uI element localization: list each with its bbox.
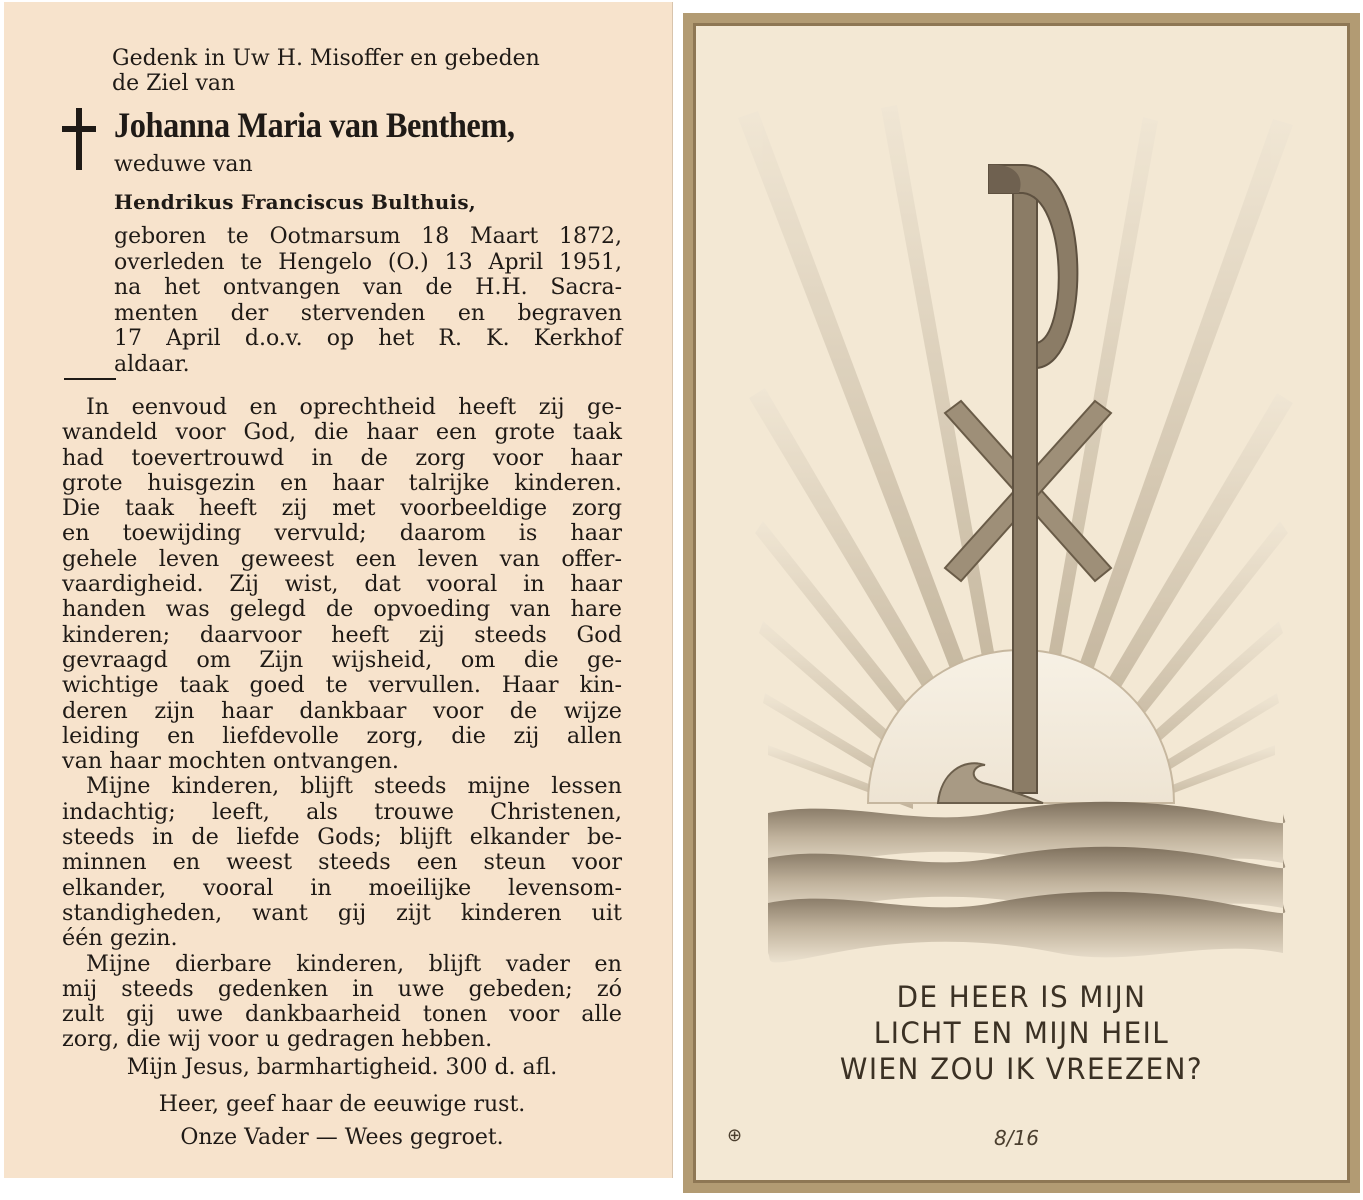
body-line: Mijne dierbare kinderen, blijft vader en: [86, 950, 622, 977]
body-line: mij steeds gedenken in uwe gebeden; zó: [62, 975, 622, 1002]
body-line: één gezin.: [62, 925, 178, 952]
memorial-text: [62, 395, 622, 1053]
bidprentje-text-side: [4, 2, 673, 1178]
husband-name: Hendrikus Franciscus Bulthuis,: [114, 190, 476, 214]
body-line: wandeld voor God, die haar een grote taak: [62, 419, 622, 446]
bio-line: overleden te Hengelo (O.) 13 April 1951,: [114, 249, 622, 275]
body-line: kinderen; daarvoor heeft zij steeds God: [62, 621, 622, 648]
body-line: indachtig; leeft, als trouwe Christenen,: [62, 798, 622, 825]
sea-waves: [768, 802, 1285, 963]
body-line: grote huisgezin en haar talrijke kinderen.: [62, 469, 622, 496]
motto-line-1: DE HEER IS MIJN: [896, 980, 1147, 1014]
body-line: Mijne kinderen, blijft steeds mijne lessen: [86, 773, 622, 800]
bio-line: na het ontvangen van de H.H. Sacra-: [114, 275, 622, 301]
bio-line: aldaar.: [114, 351, 190, 377]
deceased-name: Johanna Maria van Benthem,: [114, 105, 515, 145]
body-line: gehele leven geweest een leven van offer-: [62, 545, 622, 572]
body-line: leiding en liefdevolle zorg, die zij allen: [62, 722, 622, 749]
widow-of-label: weduwe van: [114, 152, 253, 177]
indulgence-prayer: Mijn Jesus, barmhartigheid. 300 d. afl.: [126, 1055, 558, 1080]
intro-line: de Ziel van: [112, 71, 236, 96]
rest-prayer: Heer, geef haar de eeuwige rust.: [158, 1092, 526, 1117]
bio-line: geboren te Ootmarsum 18 Maart 1872,: [114, 224, 622, 249]
body-line: wichtige taak goed te vervullen. Haar kin-: [62, 672, 622, 699]
body-line: zorg, die wij voor u gedragen hebben.: [62, 1026, 493, 1053]
body-line: van haar mochten ontvangen.: [62, 748, 399, 775]
body-line: minnen en weest steeds een steun voor: [62, 849, 622, 876]
artist-monogram-icon: ⊕: [727, 1125, 743, 1146]
bio-line: 17 April d.o.v. op het R. K. Kerkhof: [114, 326, 622, 352]
bio-line: menten der stervenden en begraven: [114, 300, 622, 326]
serial-number: 8/16: [994, 1126, 1039, 1150]
body-line: zult gij uwe dankbaarheid tonen voor alle: [62, 1001, 622, 1028]
body-line: had toevertrouwd in de zorg voor haar: [62, 444, 622, 471]
body-line: en toewijding vervuld; daarom is haar: [62, 520, 622, 547]
body-line: steeds in de liefde Gods; blijft elkander be-: [62, 824, 622, 851]
motto-line-3: WIEN ZOU IK VREEZEN?: [839, 1052, 1204, 1086]
body-line: elkander, vooral in moeilijke levensom-: [62, 874, 622, 901]
body-line: In eenvoud en oprechtheid heeft zij ge-: [86, 394, 622, 420]
body-line: Die taak heeft zij met voorbeeldige zorg: [62, 495, 622, 522]
motto-line-2: LICHT EN MIJN HEIL: [873, 1016, 1170, 1050]
biography: [114, 224, 622, 378]
body-line: deren zijn haar dankbaar voor de wijze: [62, 697, 622, 724]
body-line: handen was gelegd de opvoeding van hare: [62, 596, 622, 623]
body-line: vaardigheid. Zij wist, dat vooral in haar: [62, 571, 622, 598]
closing-prayers: Onze Vader — Wees gegroet.: [180, 1125, 504, 1150]
intro-text: [112, 46, 540, 96]
bidprentje-image-side: [683, 13, 1360, 1193]
intro-line: Gedenk in Uw H. Misoffer en gebeden: [112, 46, 540, 71]
cross-icon: [62, 108, 96, 170]
body-line: standigheden, want gij zijt kinderen uit: [62, 899, 622, 926]
body-line: gevraagd om Zijn wijsheid, om die ge-: [62, 646, 622, 673]
divider: [64, 378, 116, 380]
